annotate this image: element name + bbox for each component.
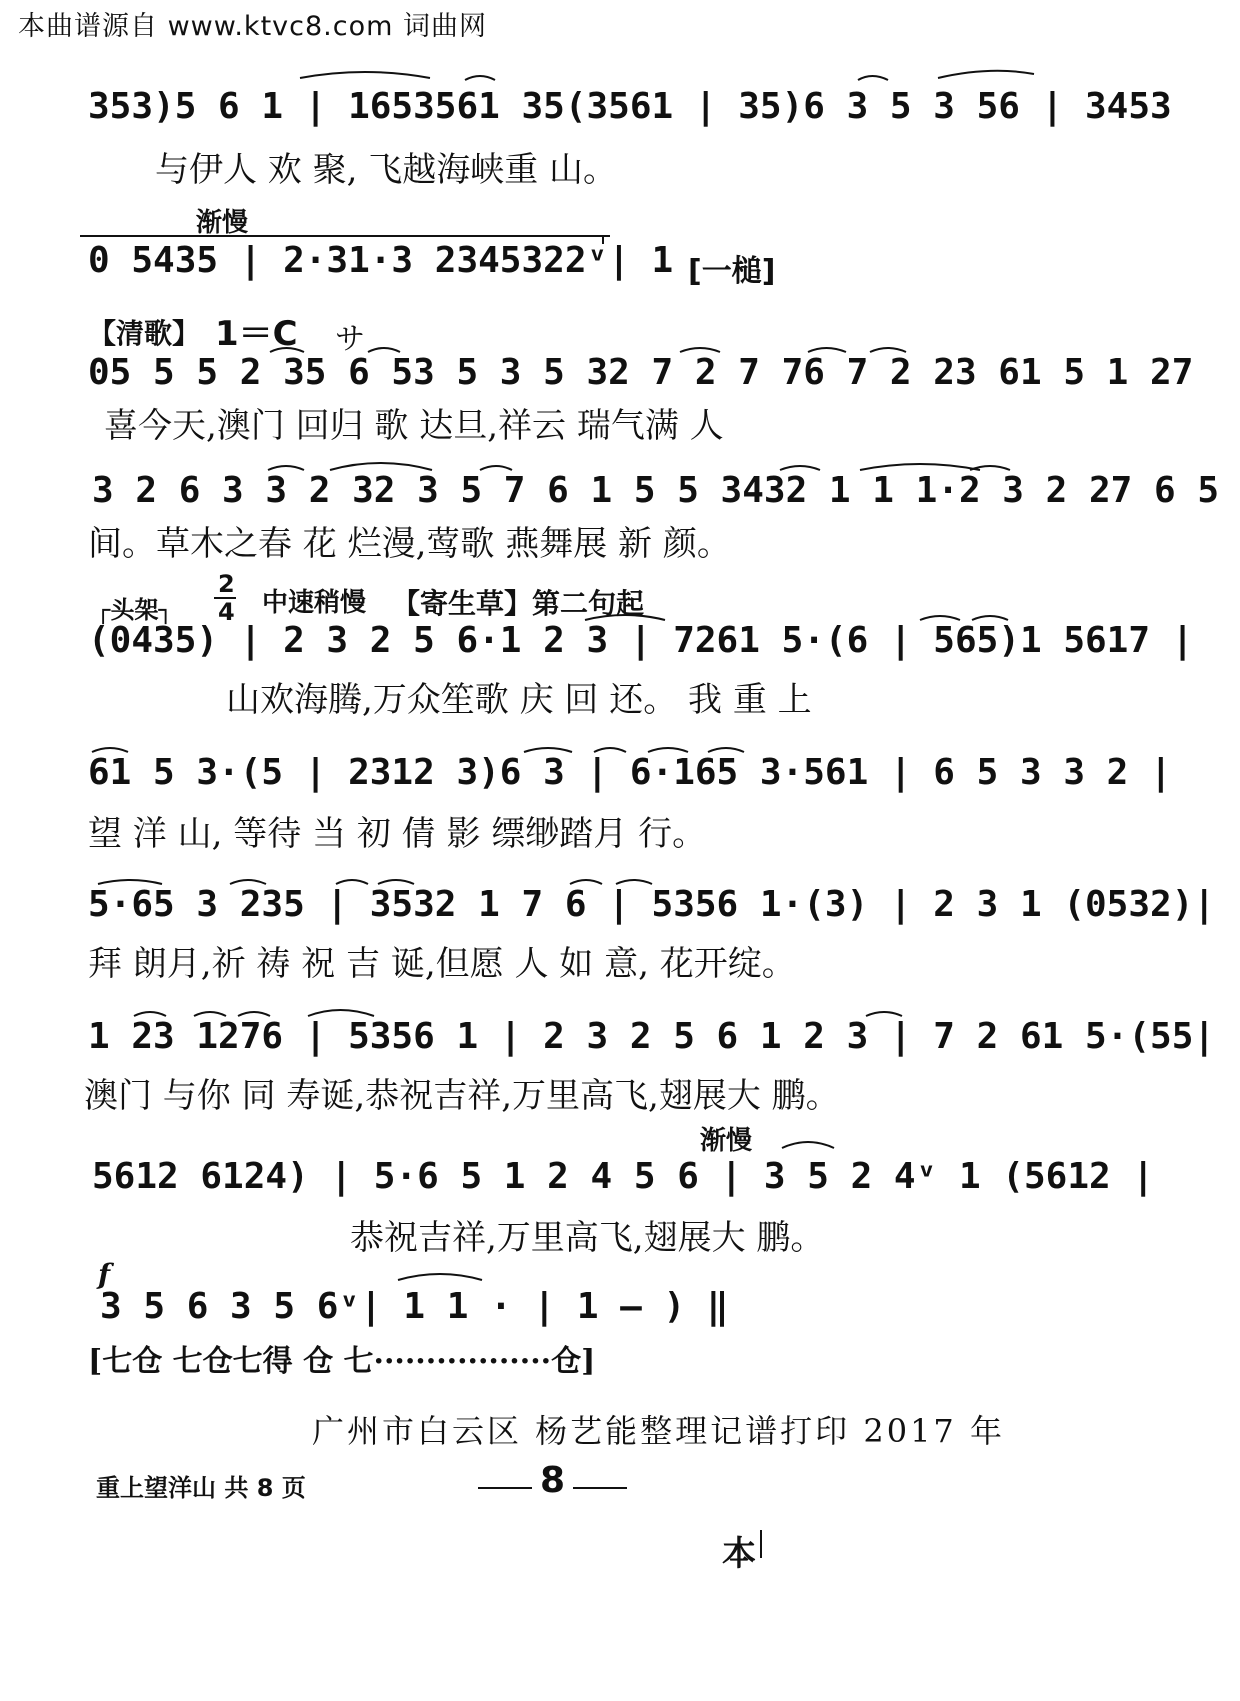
footer-title: 重上望洋山 共 8 页 bbox=[96, 1474, 306, 1502]
notation-line-10: 3 5 6 3 5 6ᵛ| 1 1 · | 1 — ) ‖ bbox=[100, 1286, 729, 1327]
time-signature-denominator: 4 bbox=[218, 598, 235, 626]
slur-arc bbox=[230, 880, 266, 884]
slur-arc bbox=[585, 615, 665, 620]
notation-line-1: 353)5 6 1 | 1653561 35(3561 | 35)6 3 5 3 56 | 3453 bbox=[88, 86, 1172, 127]
percussion-mark-yichui: [一槌] bbox=[688, 254, 776, 289]
slur-arcs bbox=[92, 71, 1034, 1280]
tempo-mark-jianman-2: 渐慢 bbox=[700, 1126, 753, 1156]
slur-arc bbox=[398, 1274, 482, 1280]
page-number: 8 bbox=[540, 1460, 566, 1501]
lyrics-line-9: 恭祝吉祥,万里高飞,翅展大 鹏。 bbox=[350, 1218, 825, 1258]
slur-arc bbox=[368, 348, 400, 352]
bottom-fragment-bar bbox=[760, 1530, 762, 1558]
key-signature: 1＝C bbox=[215, 314, 298, 354]
notation-line-6: 61 5 3·(5 | 2312 3)6 3 | 6·165 3·561 | 6 5 3 3 2 | bbox=[88, 752, 1172, 793]
page-dash-right bbox=[573, 1487, 627, 1489]
slur-arc bbox=[465, 76, 495, 80]
section-mark-jishengcao: 【寄生草】第二句起 bbox=[392, 587, 645, 620]
lyrics-line-3: 喜今天,澳门 回归 歌 达旦,祥云 瑞气满 人 bbox=[104, 406, 724, 446]
slur-arc bbox=[680, 348, 720, 352]
slur-arc bbox=[270, 348, 304, 352]
slur-arc bbox=[570, 880, 602, 884]
percussion-line-10: [七仓 七仓七得 仓 七·················仓] bbox=[88, 1344, 596, 1379]
slur-arc bbox=[920, 616, 960, 620]
slur-arc bbox=[870, 348, 906, 352]
bar-lines bbox=[80, 236, 610, 244]
slur-arc bbox=[480, 466, 512, 470]
dynamic-mark-forte: f bbox=[98, 1258, 111, 1291]
slur-arc bbox=[648, 748, 688, 752]
lyrics-line-1: 与伊人 欢 聚, 飞越海峡重 山。 bbox=[155, 150, 618, 190]
watermark-text: 本曲谱源自 www.ktvc8.com 词曲网 bbox=[18, 11, 487, 42]
notation-line-4: 3 2 6 3 3 2 32 3 5 7 6 1 5 5 3432 1 1 1·2 3 2 27 6 5 bbox=[92, 470, 1220, 511]
lyrics-line-4: 间。草木之春 花 烂漫,莺歌 燕舞展 新 颜。 bbox=[88, 524, 731, 564]
lyrics-line-7: 拜 朗月,祈 祷 祝 吉 诞,但愿 人 如 意, 花开绽。 bbox=[88, 944, 796, 984]
time-signature-numerator: 2 bbox=[218, 570, 235, 598]
notation-line-3: 05 5 5 2 35 6 53 5 3 5 32 7 2 7 76 7 2 23 61 5 1 27 bbox=[88, 352, 1194, 393]
slur-arc bbox=[808, 348, 846, 352]
slur-arc bbox=[780, 466, 820, 470]
section-mark-toujia: ┌头架┐ bbox=[96, 596, 173, 624]
slur-arc bbox=[616, 880, 652, 884]
lyrics-line-5: 山欢海腾,万众笙歌 庆 回 还。 我 重 上 bbox=[226, 680, 812, 720]
slur-arc bbox=[268, 466, 304, 470]
slur-arc bbox=[972, 616, 1008, 620]
slur-arc bbox=[938, 71, 1034, 78]
tempo-mark-zhongsu: 中速稍慢 bbox=[262, 588, 367, 618]
sanban-mark: サ bbox=[335, 322, 365, 357]
slur-arc bbox=[594, 748, 626, 752]
notation-line-7: 5·65 3 235 | 3532 1 7 6 | 5356 1·(3) | 2 3 1 (0532)| bbox=[88, 884, 1216, 925]
slur-arc bbox=[238, 1012, 270, 1016]
slur-arc bbox=[866, 1012, 902, 1016]
lyrics-line-6: 望 洋 山, 等待 当 初 倩 影 缥缈踏月 行。 bbox=[88, 814, 707, 854]
slur-arc bbox=[194, 1012, 226, 1016]
credit-line: 广州市白云区 杨艺能整理记谱打印 2017 年 bbox=[312, 1412, 1005, 1450]
tempo-mark-jianman-1: 渐慢 bbox=[196, 208, 249, 238]
slur-arc bbox=[782, 1142, 834, 1148]
notation-line-8: 1 23 1276 | 5356 1 | 2 3 2 5 6 1 2 3 | 7 2 61 5·(55| bbox=[88, 1016, 1216, 1057]
slur-arc bbox=[330, 463, 432, 470]
section-mark-qingge: 【清歌】 bbox=[88, 317, 201, 350]
slur-arc bbox=[378, 880, 414, 884]
notation-line-5: (0435) | 2 3 2 5 6·1 2 3 | 7261 5·(6 | 565)1 5617 | bbox=[88, 620, 1194, 661]
slur-arc bbox=[308, 1010, 374, 1016]
bottom-fragment-char: 本 bbox=[722, 1534, 756, 1574]
slur-arc bbox=[92, 748, 128, 752]
slur-arc bbox=[300, 72, 430, 78]
slur-arc bbox=[858, 76, 888, 80]
slur-arc bbox=[708, 748, 744, 752]
slur-arc bbox=[336, 880, 368, 884]
page-dash-left bbox=[478, 1487, 532, 1489]
slur-arc bbox=[860, 464, 980, 470]
slur-arc bbox=[524, 748, 572, 752]
slur-arc bbox=[134, 1012, 166, 1016]
slur-arc bbox=[98, 880, 162, 884]
notation-line-9: 5612 6124) | 5·6 5 1 2 4 5 6 | 3 5 2 4ᵛ 1 (5612 | bbox=[92, 1156, 1155, 1197]
notation-line-2: 0 5435 | 2·31·3 2345322ᵛ| 1 bbox=[88, 240, 674, 281]
lyrics-line-8: 澳门 与你 同 寿诞,恭祝吉祥,万里高飞,翅展大 鹏。 bbox=[84, 1076, 840, 1116]
page-number-wrap bbox=[470, 1460, 635, 1501]
